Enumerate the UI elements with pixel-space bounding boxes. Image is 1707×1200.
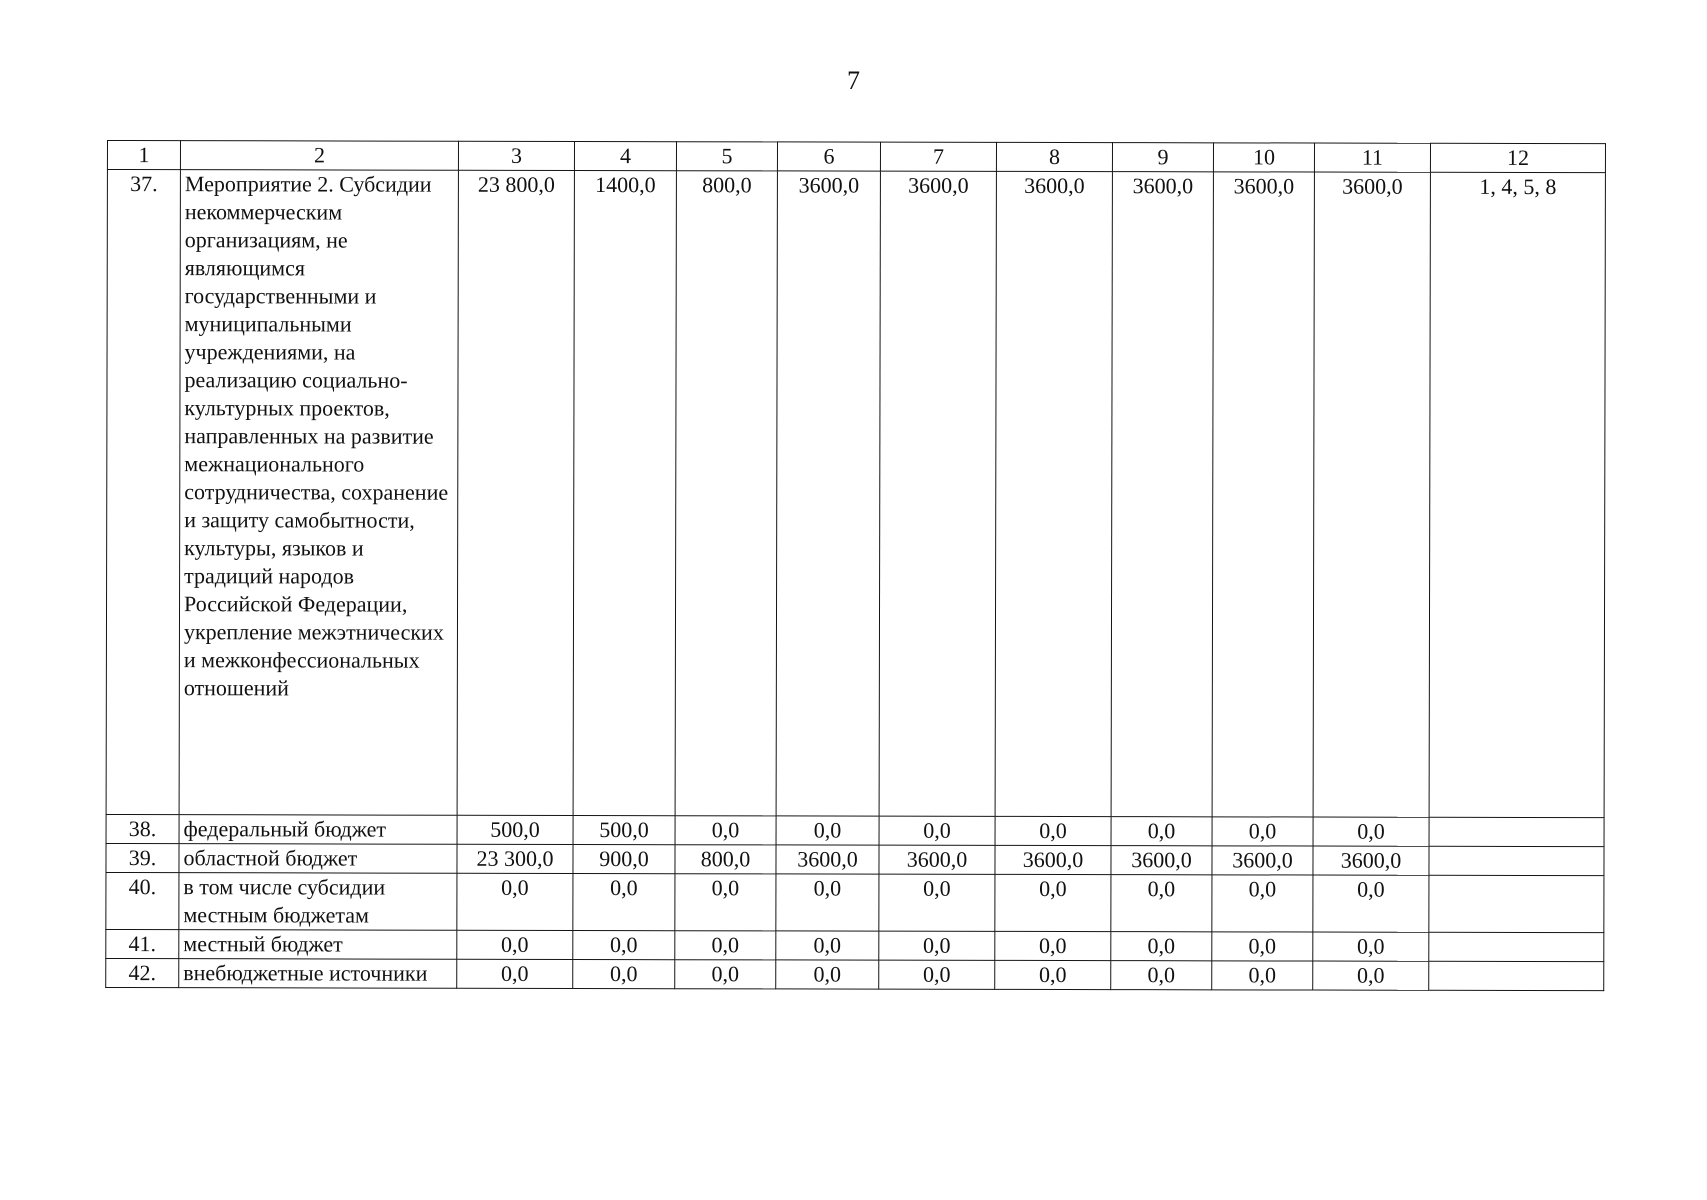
- row-number: 41.: [106, 929, 179, 958]
- row-name: областной бюджет: [179, 844, 457, 874]
- row-value: 0,0: [457, 959, 573, 988]
- table-row: [106, 872, 1604, 932]
- row-value: 0,0: [879, 960, 995, 989]
- column-header: 9: [1112, 143, 1213, 172]
- row-number: 39.: [106, 843, 179, 872]
- row-note: [1429, 961, 1604, 990]
- row-value: 0,0: [879, 874, 995, 931]
- row-value: 0,0: [1111, 875, 1212, 932]
- row-value: 3600,0: [1313, 846, 1429, 875]
- table-header-row: [107, 141, 1605, 173]
- row-value: 3600,0: [1212, 846, 1313, 875]
- row-number: 40.: [106, 872, 179, 929]
- row-value: 0,0: [573, 930, 675, 959]
- row-note: [1429, 875, 1604, 932]
- column-header: 4: [574, 141, 676, 170]
- column-header: 1: [107, 141, 180, 170]
- row-value: 0,0: [995, 960, 1111, 989]
- table-row: [106, 814, 1604, 846]
- row-value: 23 300,0: [457, 844, 573, 873]
- column-header: 7: [880, 142, 996, 171]
- row-value: 500,0: [457, 815, 573, 844]
- row-value: 500,0: [573, 815, 675, 844]
- table-row: [106, 843, 1604, 875]
- row-value: 0,0: [995, 874, 1111, 931]
- table-row: [106, 929, 1604, 961]
- row-name: местный бюджет: [179, 930, 457, 960]
- row-value: 0,0: [1313, 817, 1429, 846]
- row-value: 0,0: [1111, 932, 1212, 961]
- column-header: 3: [458, 141, 574, 170]
- row-value: 0,0: [1313, 961, 1429, 990]
- column-header: 12: [1430, 143, 1605, 172]
- row-value: 0,0: [675, 931, 776, 960]
- row-value: 1400,0: [573, 170, 676, 815]
- row-number: 42.: [106, 958, 179, 987]
- row-value: 0,0: [1111, 817, 1212, 846]
- row-value: 0,0: [776, 874, 879, 931]
- row-value: 3600,0: [1212, 172, 1314, 817]
- row-number: 37.: [106, 170, 180, 815]
- row-value: 3600,0: [879, 171, 996, 816]
- row-value: 0,0: [573, 873, 675, 930]
- table-row: [106, 170, 1605, 818]
- row-value: 3600,0: [1111, 172, 1213, 817]
- row-number: 38.: [106, 814, 179, 843]
- row-value: 0,0: [776, 816, 879, 845]
- row-value: 0,0: [879, 816, 995, 845]
- row-value: 900,0: [573, 844, 675, 873]
- page-number: 7: [847, 66, 860, 95]
- row-value: 0,0: [573, 959, 675, 988]
- budget-table-wrapper: [105, 140, 1606, 991]
- row-value: 0,0: [457, 873, 573, 930]
- table-row: [106, 958, 1604, 990]
- row-value: 3600,0: [1313, 172, 1430, 817]
- row-value: 0,0: [675, 960, 776, 989]
- row-value: 0,0: [1212, 961, 1313, 990]
- row-value: 3600,0: [995, 845, 1111, 874]
- row-value: 0,0: [1212, 875, 1313, 932]
- column-header: 6: [777, 142, 880, 171]
- row-name: Мероприятие 2. Субсидии некоммерческим организациям, не являющимся государственными и муниципальными учреждениями, на реализацию социально-культурных проектов, направленных на развитие межнационального сотрудничества, сохранение и защиту самобытности, культуры, языков и традиций народов Российской Федерации, укрепление межэтнических и межконфессиональных отношений: [179, 170, 458, 816]
- row-value: 0,0: [1313, 932, 1429, 961]
- row-value: 3600,0: [776, 171, 880, 816]
- row-note: [1429, 817, 1604, 846]
- row-value: 0,0: [1313, 875, 1429, 932]
- column-header: 11: [1314, 143, 1430, 172]
- row-name: в том числе субсидии местным бюджетам: [179, 873, 457, 931]
- row-value: 0,0: [1111, 961, 1212, 990]
- row-value: 3600,0: [1111, 846, 1212, 875]
- row-note: [1429, 846, 1604, 875]
- column-header: 2: [180, 141, 458, 171]
- column-header: 10: [1213, 143, 1314, 172]
- row-name: федеральный бюджет: [179, 815, 457, 845]
- row-value: 0,0: [675, 816, 776, 845]
- row-value: 0,0: [995, 931, 1111, 960]
- row-value: 0,0: [675, 874, 776, 931]
- row-name: внебюджетные источники: [179, 959, 457, 989]
- row-value: 3600,0: [879, 845, 995, 874]
- row-value: 23 800,0: [457, 170, 574, 815]
- row-value: 0,0: [457, 930, 573, 959]
- row-value: 0,0: [776, 931, 879, 960]
- row-note: 1, 4, 5, 8: [1429, 172, 1605, 817]
- row-value: 0,0: [776, 960, 879, 989]
- row-note: [1429, 932, 1604, 961]
- row-value: 3600,0: [995, 171, 1112, 816]
- row-value: 0,0: [995, 816, 1111, 845]
- row-value: 800,0: [675, 171, 777, 816]
- column-header: 8: [996, 142, 1112, 171]
- budget-table: [105, 140, 1606, 991]
- row-value: 3600,0: [776, 845, 879, 874]
- row-value: 0,0: [1212, 817, 1313, 846]
- row-value: 0,0: [1212, 932, 1313, 961]
- row-value: 800,0: [675, 845, 776, 874]
- column-header: 5: [676, 142, 777, 171]
- row-value: 0,0: [879, 931, 995, 960]
